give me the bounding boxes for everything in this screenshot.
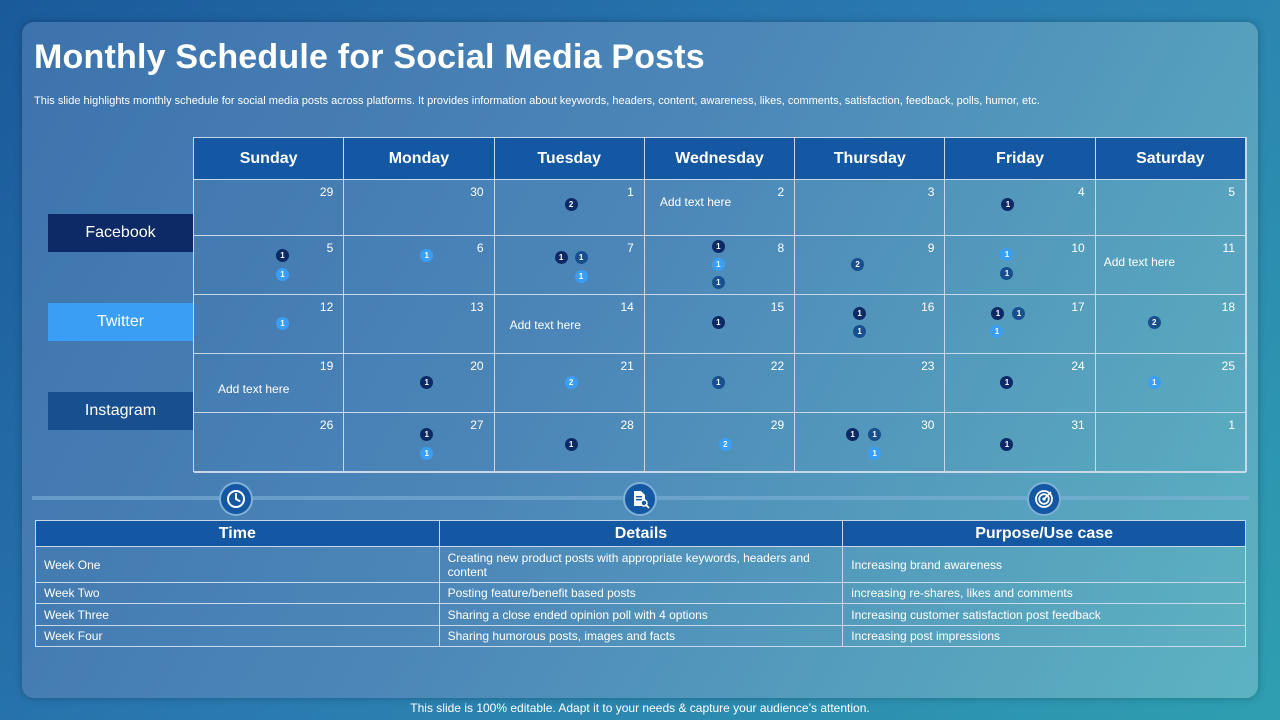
- column-header-time: Time: [36, 521, 440, 547]
- date-number: 30: [921, 418, 935, 432]
- post-marker: 1: [1148, 376, 1161, 389]
- date-number: 1: [627, 185, 634, 199]
- date-number: 17: [1071, 300, 1085, 314]
- table-cell: Week One: [36, 547, 440, 583]
- post-marker: 1: [712, 240, 725, 253]
- calendar-cell: [1096, 180, 1246, 236]
- table-cell: Sharing a close ended opinion poll with 4 options: [439, 604, 843, 626]
- calendar-cell: [795, 295, 945, 354]
- add-text-placeholder[interactable]: Add text here: [1103, 255, 1176, 269]
- column-header-details: Details: [439, 521, 843, 547]
- calendar-cell: [495, 295, 645, 354]
- clock-icon: [219, 482, 253, 516]
- post-marker: 1: [991, 307, 1004, 320]
- post-marker: 1: [1001, 198, 1014, 211]
- post-marker: 2: [1148, 316, 1161, 329]
- calendar-cell: [795, 413, 945, 473]
- post-marker: 1: [565, 438, 578, 451]
- legend-facebook: Facebook: [48, 214, 193, 252]
- calendar-cell: [194, 413, 344, 473]
- post-marker: 1: [276, 249, 289, 262]
- date-number: 19: [319, 359, 334, 373]
- footer-note: This slide is 100% editable. Adapt it to your needs & capture your audience’s attention.: [410, 701, 870, 715]
- date-number: 27: [470, 418, 484, 432]
- add-text-placeholder[interactable]: Add text here: [509, 318, 581, 332]
- column-header-purpose: Purpose/Use case: [843, 521, 1246, 547]
- date-number: 14: [620, 300, 634, 314]
- date-number: 26: [319, 418, 334, 432]
- table-row: [36, 604, 1246, 626]
- day-header: Monday: [344, 138, 494, 180]
- date-number: 1: [1228, 418, 1235, 432]
- page-title: Monthly Schedule for Social Media Posts: [34, 38, 705, 76]
- calendar-cell: [645, 354, 795, 413]
- post-marker: 1: [1012, 307, 1025, 320]
- table-cell: Posting feature/benefit based posts: [439, 583, 843, 604]
- table-cell: Increasing brand awareness: [843, 547, 1246, 583]
- post-marker: 2: [565, 198, 578, 211]
- date-number: 11: [1222, 241, 1235, 255]
- date-number: 29: [770, 418, 785, 432]
- legend-twitter: Twitter: [48, 303, 193, 341]
- date-number: 22: [770, 359, 785, 373]
- post-marker: 1: [420, 447, 433, 460]
- calendar-cell: [1096, 354, 1246, 413]
- date-number: 10: [1071, 241, 1085, 255]
- table-row: [36, 547, 1246, 583]
- table-cell: Week Two: [36, 583, 440, 604]
- post-marker: 1: [575, 270, 588, 283]
- post-marker: 2: [851, 258, 864, 271]
- date-number: 20: [470, 359, 484, 373]
- post-marker: 1: [1000, 248, 1013, 261]
- post-marker: 1: [712, 258, 725, 271]
- calendar-cell: [194, 180, 344, 236]
- day-header: Friday: [945, 138, 1095, 180]
- legend-instagram: Instagram: [48, 392, 193, 430]
- post-marker: 1: [853, 325, 866, 338]
- date-number: 5: [1228, 185, 1235, 199]
- date-number: 12: [319, 300, 334, 314]
- post-marker: 1: [868, 447, 881, 460]
- date-number: 16: [921, 300, 935, 314]
- date-number: 8: [777, 241, 785, 255]
- calendar-cell: [795, 354, 945, 413]
- date-number: 7: [627, 241, 634, 255]
- post-marker: 1: [420, 249, 433, 262]
- calendar-cell: [194, 295, 344, 354]
- post-marker: 1: [276, 317, 289, 330]
- calendar-cell: [194, 236, 344, 295]
- post-marker: 2: [565, 376, 578, 389]
- calendar-cell: [344, 295, 494, 354]
- calendar-cell: [945, 295, 1095, 354]
- calendar-cell: [645, 236, 795, 295]
- calendar-cell: [1096, 413, 1246, 473]
- calendar-cell: [495, 236, 645, 295]
- day-header: Thursday: [795, 138, 945, 180]
- date-number: 24: [1071, 359, 1085, 373]
- date-number: 30: [470, 185, 484, 199]
- table-cell: Week Three: [36, 604, 440, 626]
- date-number: 6: [476, 241, 484, 255]
- table-cell: increasing re-shares, likes and comments: [843, 583, 1246, 604]
- post-marker: 1: [1000, 267, 1013, 280]
- day-header: Tuesday: [495, 138, 645, 180]
- calendar-cell: [1096, 295, 1246, 354]
- calendar-cell: [945, 354, 1095, 413]
- table-cell: Increasing post impressions: [843, 626, 1246, 647]
- date-number: 2: [777, 185, 785, 199]
- post-marker: 1: [1000, 376, 1013, 389]
- page-subtitle: This slide highlights monthly schedule for social media posts across platforms. It provides information about keywords, headers, content, awareness, likes, comments, satisfaction, feedback, polls, humor, etc.: [34, 95, 1040, 107]
- add-text-placeholder[interactable]: Add text here: [659, 195, 732, 209]
- post-marker: 1: [420, 428, 433, 441]
- add-text-placeholder[interactable]: Add text here: [218, 382, 290, 396]
- target-icon: [1027, 482, 1061, 516]
- calendar-cell: [194, 354, 344, 413]
- calendar-cell: [1096, 236, 1246, 295]
- calendar-cell: [795, 236, 945, 295]
- calendar-cell: [645, 413, 795, 473]
- date-number: 31: [1071, 418, 1085, 432]
- calendar-cell: [945, 180, 1095, 236]
- calendar-cell: [645, 180, 795, 236]
- schedule-details-table: [35, 520, 1246, 647]
- post-marker: 1: [712, 316, 725, 329]
- post-marker: 1: [575, 251, 588, 264]
- date-number: 23: [921, 359, 935, 373]
- post-marker: 1: [712, 376, 725, 389]
- table-cell: Sharing humorous posts, images and facts: [439, 626, 843, 647]
- table-row: [36, 626, 1246, 647]
- day-header: Wednesday: [645, 138, 795, 180]
- date-number: 4: [1078, 185, 1085, 199]
- date-number: 15: [770, 300, 785, 314]
- calendar-cell: [495, 180, 645, 236]
- day-header: Sunday: [194, 138, 344, 180]
- post-marker: 1: [1000, 438, 1013, 451]
- date-number: 9: [927, 241, 935, 255]
- date-number: 25: [1221, 359, 1235, 373]
- date-number: 13: [470, 300, 484, 314]
- day-header: Saturday: [1096, 138, 1246, 180]
- table-cell: Week Four: [36, 626, 440, 647]
- date-number: 3: [927, 185, 935, 199]
- post-marker: 1: [555, 251, 568, 264]
- post-marker: 1: [276, 268, 289, 281]
- date-number: 21: [620, 359, 634, 373]
- calendar-grid: [193, 137, 1247, 472]
- calendar-cell: [344, 354, 494, 413]
- table-row: [36, 583, 1246, 604]
- post-marker: 1: [846, 428, 859, 441]
- date-number: 5: [326, 241, 334, 255]
- calendar-cell: [645, 295, 795, 354]
- table-cell: Creating new product posts with appropriate keywords, headers and content: [439, 547, 843, 583]
- post-marker: 1: [420, 376, 433, 389]
- date-number: 29: [319, 185, 334, 199]
- table-cell: Increasing customer satisfaction post feedback: [843, 604, 1246, 626]
- calendar-cell: [344, 236, 494, 295]
- document-search-icon: [623, 482, 657, 516]
- date-number: 18: [1221, 300, 1235, 314]
- calendar-cell: [495, 413, 645, 473]
- post-marker: 1: [853, 307, 866, 320]
- post-marker: 2: [719, 438, 732, 451]
- date-number: 28: [620, 418, 634, 432]
- post-marker: 1: [990, 325, 1003, 338]
- post-marker: 1: [712, 276, 725, 289]
- calendar-cell: [945, 236, 1095, 295]
- calendar-cell: [795, 180, 945, 236]
- calendar-cell: [945, 413, 1095, 473]
- calendar-cell: [344, 180, 494, 236]
- calendar-cell: [495, 354, 645, 413]
- post-marker: 1: [868, 428, 881, 441]
- calendar-cell: [344, 413, 494, 473]
